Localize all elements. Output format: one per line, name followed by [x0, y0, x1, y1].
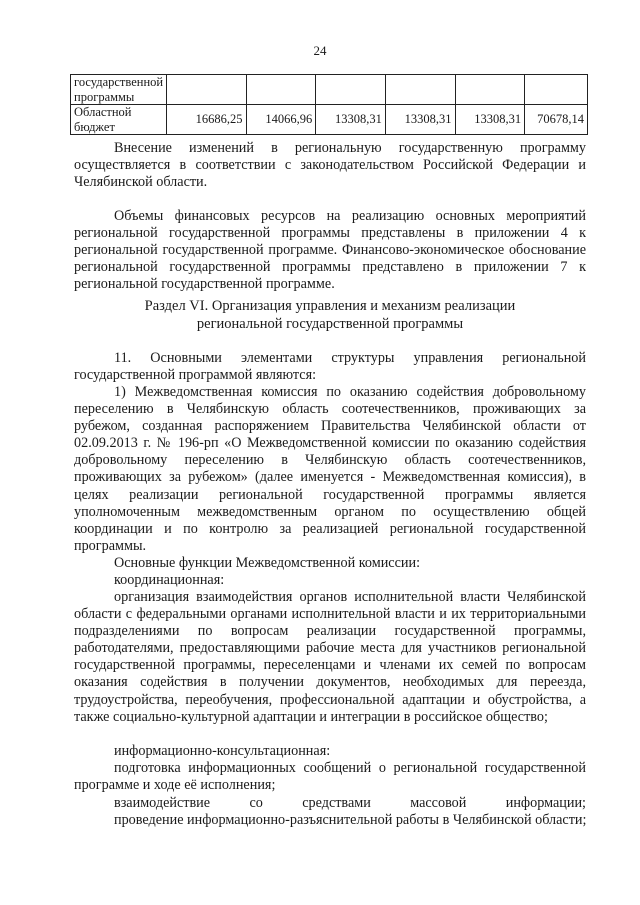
table-cell-value: 13308,31 [316, 105, 386, 135]
paragraph-info-label: информационно-консультационная: [114, 743, 331, 759]
paragraph-outreach: проведение информационно-разъяснительной работы в Челябинской области; [114, 812, 587, 828]
table-cell-value: 14066,96 [246, 105, 316, 135]
paragraph-financing: Объемы финансовых ресурсов на реализацию основных мероприятий региональной государственной программы представлены в приложении 4 к региональной государственной программе. Финансово-экономическое обоснование региональной государственной программы представлено в приложении 7 к региональной государственной программе. [74, 208, 586, 293]
word: массовой [410, 795, 467, 811]
table-cell-total: 70678,14 [525, 105, 588, 135]
paragraph-commission: 1) Межведомственная комиссия по оказанию содействия добровольному переселению в Челябинскую область соотечественников, проживающих за рубежом, созданная распоряжением Правительства Челябинской области от 02.09.2013 г. № 196-рп «О Межведомственной комиссии по оказанию содействия добровольному переселению в Челябинскую область соотечественников, проживающих за рубежом» (далее именуется - Межведомственная комиссия), в целях реализации региональной государственной программы является уполномоченным межведомственным органом по осуществлению общей координации и по контролю за реализацией региональной государственной программы. [74, 384, 586, 554]
paragraph-media [114, 795, 586, 812]
word: со [249, 795, 263, 811]
table-cell-value: 13308,31 [455, 105, 525, 135]
section-title-line2: региональной государственной программы [196, 316, 464, 332]
table-row [71, 105, 588, 135]
word: взаимодействие [114, 795, 211, 811]
word: средствами [302, 795, 371, 811]
table-cell-value: 13308,31 [385, 105, 455, 135]
paragraph-functions-heading: Основные функции Межведомственной комиссии: [114, 555, 421, 571]
paragraph-info-messages: подготовка информационных сообщений о региональной государственной программе и ходе её исполнения; [74, 760, 586, 794]
table-cell-label: Областной бюджет [71, 105, 167, 135]
paragraph-coordination-label: координационная: [114, 572, 225, 588]
paragraph-coordination: организация взаимодействия органов исполнительной власти Челябинской области с федеральными органами исполнительной власти и их территориальными подразделениями по вопросам реализации государственной программы, работодателями, предоставляющими рабочие места для участников региональной государственной программы, переселенцами и членами их семей по вопросам оказания содействия в получении документов, необходимых для переезда, трудоустройства, переобучения, профессиональной адаптации и обустройства, а также социально-культурной адаптации и интеграции в российское общество; [74, 589, 586, 725]
table-row [71, 75, 588, 105]
table-cell-value: 16686,25 [167, 105, 246, 135]
section-title-line1: Раздел VI. Организация управления и механизм реализации [144, 298, 516, 314]
word: информации; [505, 795, 586, 811]
paragraph-amendments: Внесение изменений в региональную государственную программу осуществляется в соответствии с законодательством Российской Федерации и Челябинской области. [74, 140, 586, 191]
paragraph-item-11: 11. Основными элементами структуры управления региональной государственной программой являются: [74, 350, 586, 384]
page-number: 24 [313, 43, 327, 58]
table-cell-label: государственной программы [71, 75, 167, 105]
budget-table [70, 74, 588, 135]
